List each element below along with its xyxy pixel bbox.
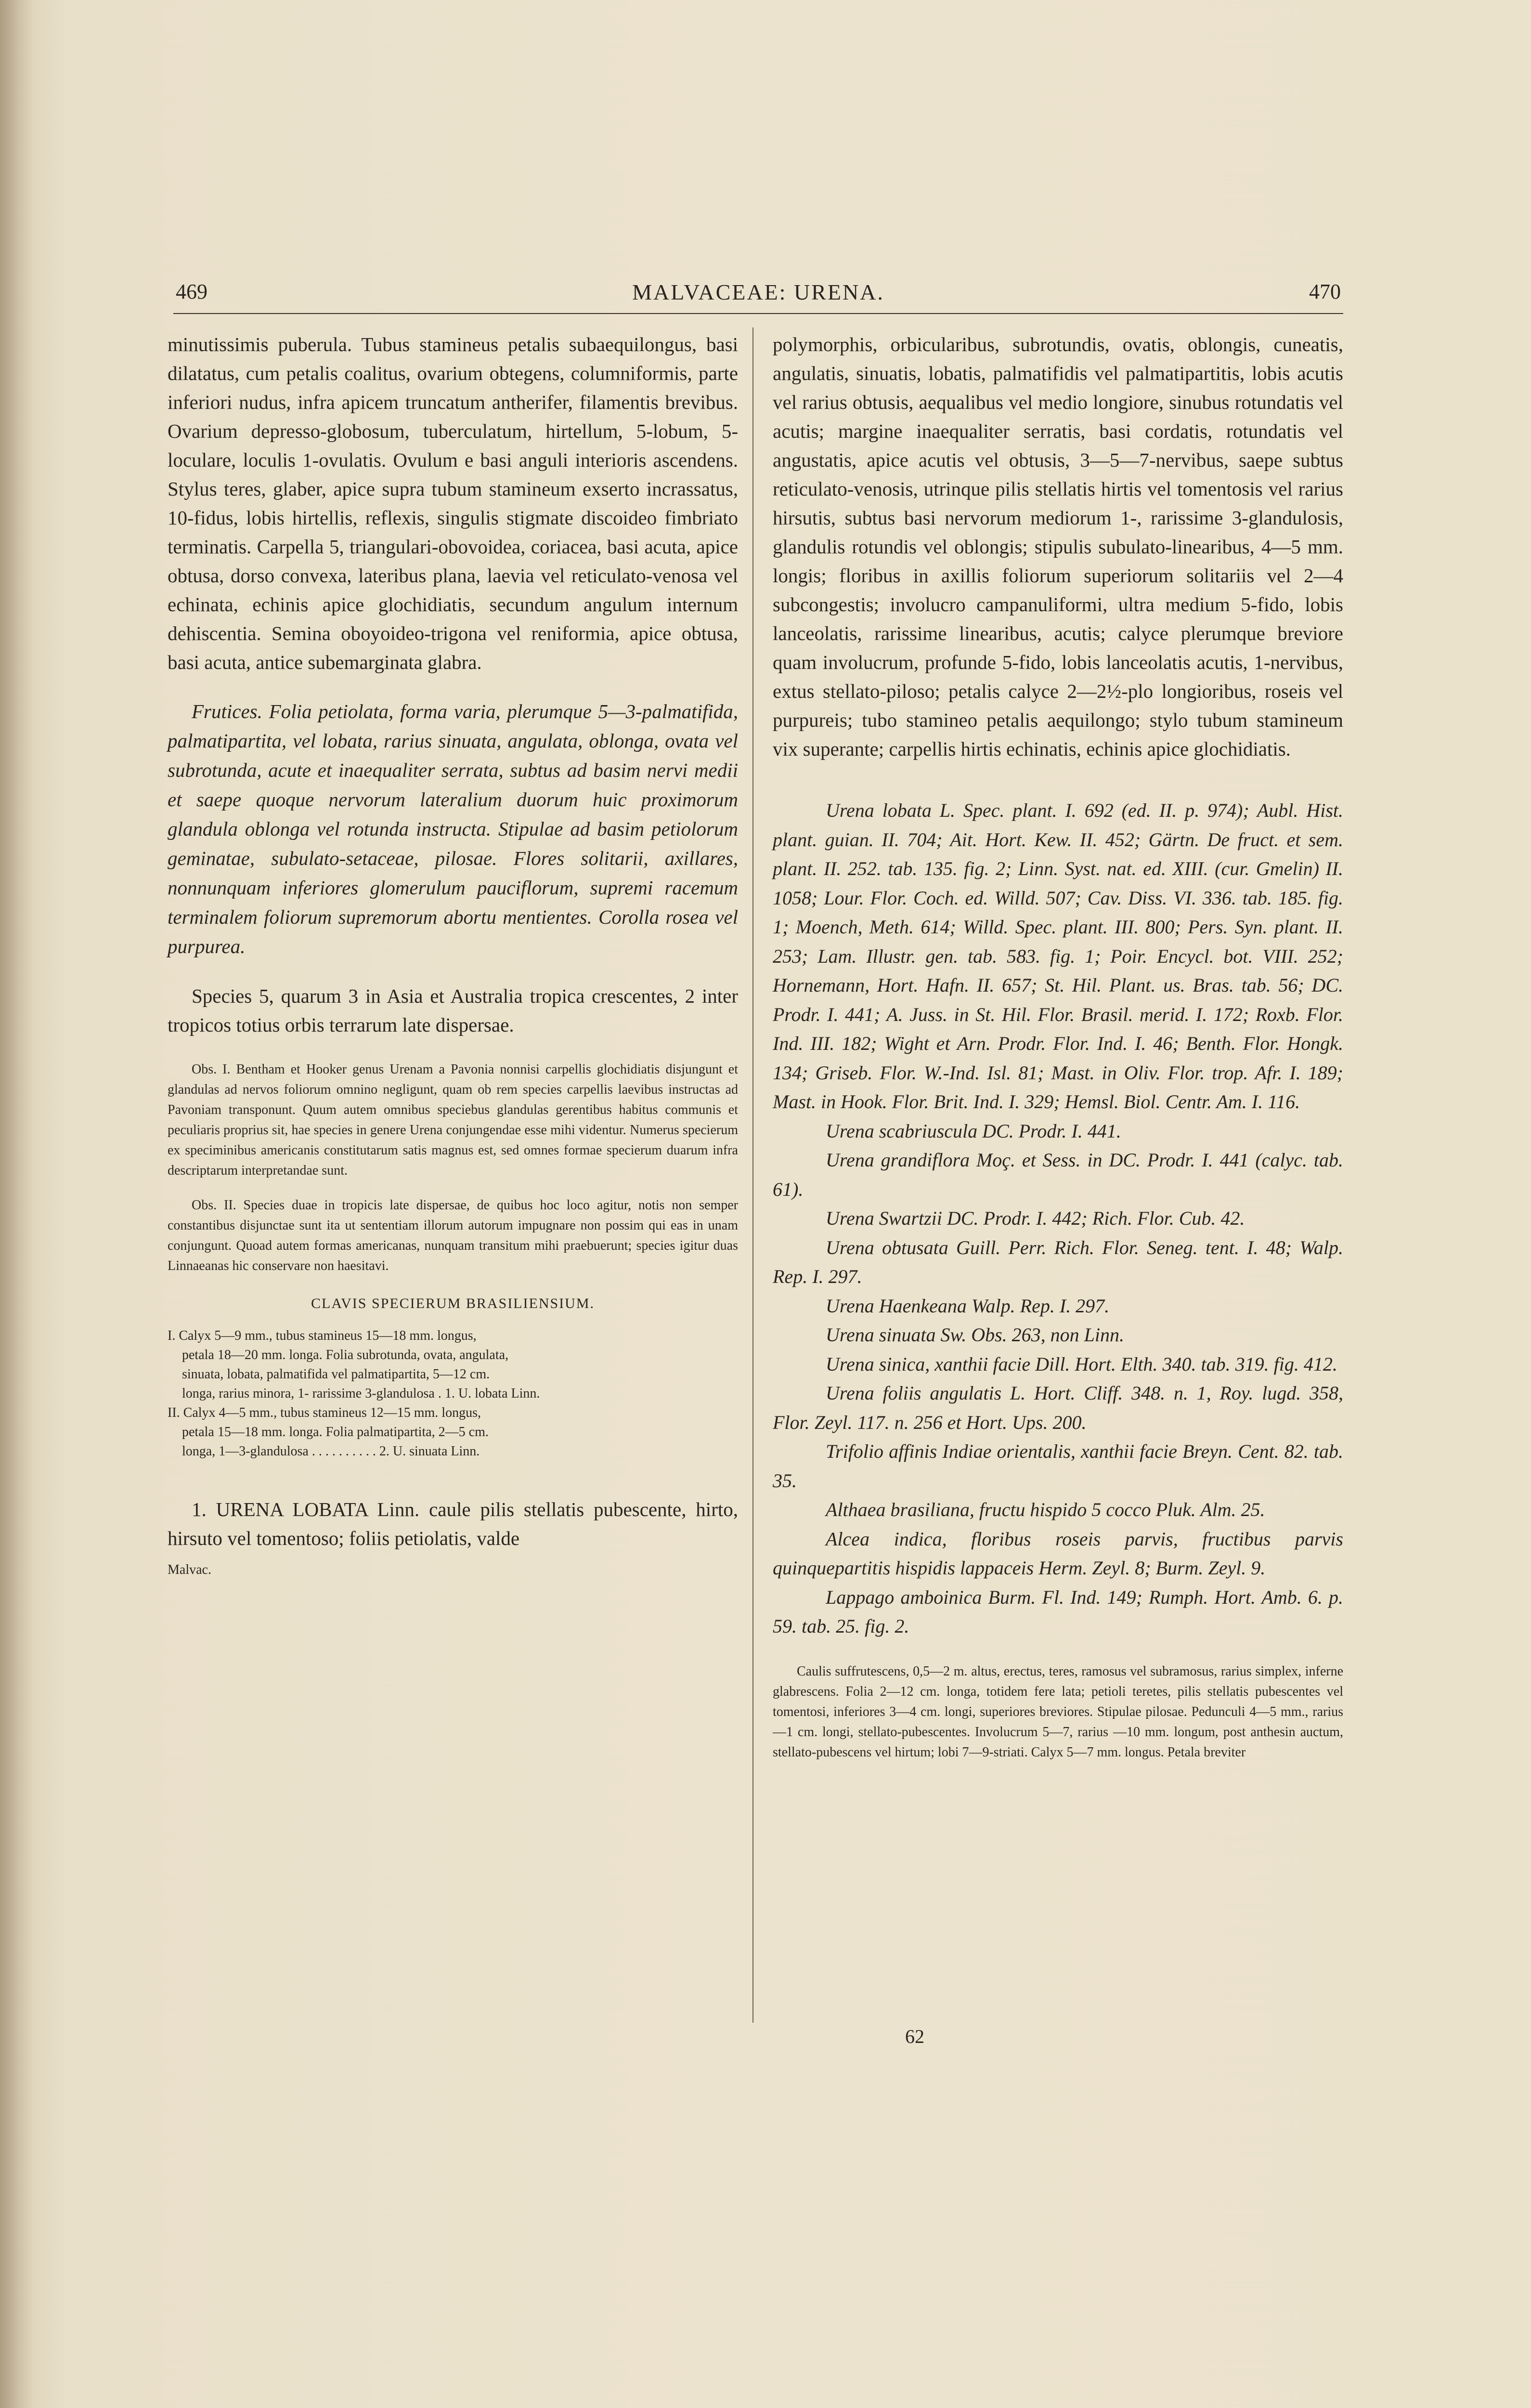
clavis-line: I. Calyx 5—9 mm., tubus stamineus 15—18 mm. longus,	[168, 1328, 477, 1343]
running-header	[176, 279, 1341, 308]
page-number-left: 469	[176, 280, 208, 303]
synonymy-list	[773, 796, 1343, 1641]
page-number-right: 470	[1309, 280, 1341, 303]
synonym-entry: Alcea indica, floribus roseis parvis, fructibus parvis quinquepartitis hispidis lappaceis Herm. Zeyl. 8; Burm. Zeyl. 9.	[773, 1528, 1343, 1579]
synonym-entry: Urena obtusata Guill. Perr. Rich. Flor. Seneg. tent. I. 48; Walp. Rep. I. 297.	[773, 1236, 1343, 1287]
synonym-entry: Trifolio affinis Indiae orientalis, xanthii facie Breyn. Cent. 82. tab. 35.	[773, 1440, 1343, 1492]
synonym-entry: Urena foliis angulatis L. Hort. Cliff. 348. n. 1, Roy. lugd. 358, Flor. Zeyl. 117. n. 256 et Hort. Ups. 200.	[773, 1382, 1343, 1433]
synonym-entry: Urena Haenkeana Walp. Rep. I. 297.	[826, 1295, 1110, 1317]
clavis-line: longa, 1—3-glandulosa . . . . . . . . . . 2. U. sinuata Linn.	[182, 1444, 480, 1459]
clavis-line: sinuata, lobata, palmatifida vel palmatipartita, 5—12 cm.	[182, 1367, 490, 1382]
clavis-line: petala 18—20 mm. longa. Folia subrotunda, ovata, angulata,	[182, 1348, 509, 1362]
binding-shadow	[0, 0, 34, 2408]
synonym-entry: Urena grandiflora Moç. et Sess. in DC. Prodr. I. 441 (calyc. tab. 61).	[773, 1149, 1343, 1200]
caulis-description: Caulis suffrutescens, 0,5—2 m. altus, erectus, teres, ramosus vel subramosus, rarius simplex, inferne glabrescens. Folia 2—12 cm. longa, totidem fere lata; petioli teretes, pilis stellatis pubescentes vel tomentosi, inferiores 3—4 cm. longi, superiores breviores. Stipulae pilosae. Pedunculi 4—5 mm., rarius —1 cm. longi, stellato-pubescentes. Involucrum 5—7, rarius —10 mm. longum, post anthesin auctum, stellato-pubescens vel hirtum; lobi 7—9-striati. Calyx 5—7 mm. longus. Petala breviter	[773, 1663, 1343, 1760]
synonym-entry: Urena lobata L. Spec. plant. I. 692 (ed. II. p. 974); Aubl. Hist. plant. guian. II. 704; Ait. Hort. Kew. II. 452; Gärtn. De fruct. et sem. plant. II. 252. tab. 135. fig. 2; Linn. Syst. nat. ed. XIII. (cur. Gmelin) II. 1058; Lour. Flor. Coch. ed. Willd. 507; Cav. Diss. VI. 336. tab. 185. fig. 1; Moench, Meth. 614; Willd. Spec. plant. III. 800; Pers. Syn. plant. II. 253; Lam. Illustr. gen. tab. 583. fig. 1; Poir. Encycl. bot. VIII. 252; Hornemann, Hort. Hafn. II. 657; St. Hil. Plant. us. Bras. tab. 56; DC. Prodr. I. 441; A. Juss. in St. Hil. Flor. Brasil. merid. I. 172; Roxb. Flor. Ind. III. 182; Wight et Arn. Prodr. Flor. Ind. I. 46; Benth. Flor. Hongk. 134; Griseb. Flor. W.-Ind. Isl. 81; Mast. in Oliv. Flor. trop. Afr. I. 189; Mast. in Hook. Flor. Brit. Ind. I. 329; Hemsl. Biol. Centr. Am. I. 116.	[773, 799, 1343, 1112]
header-rule	[173, 313, 1343, 314]
synonym-entry: Urena sinuata Sw. Obs. 263, non Linn.	[826, 1324, 1125, 1346]
clavis-line: longa, rarius minora, 1- rarissime 3-glandulosa . 1. U. lobata Linn.	[182, 1386, 540, 1401]
clavis-key	[168, 1326, 738, 1461]
signature-number: 62	[905, 2026, 924, 2047]
observation-2: Obs. II. Species duae in tropicis late dispersae, de quibus hoc loco agitur, notis non semper constantibus disjunctae sunt ita ut sententiam illorum autorum impugnare non possim qui eas in unam conjungunt. Quoad autem formas americanas, nunquam transitum mihi praebuerunt; species igitur duas Linnaeanas hic conservare non haesitavi.	[168, 1198, 738, 1273]
species-description: polymorphis, orbicularibus, subrotundis, ovatis, oblongis, cuneatis, angulatis, sinuatis, lobatis, palmatifidis vel palmatipartitis, lobis acutis vel rarius obtusis, aequalibus vel medio longiore, sinubus rotundatis vel acutis; margine inaequaliter serratis, basi cordatis, rotundatis vel angustatis, apice acutis vel obtusis, 3—5—7-nervibus, saepe subtus reticulato-venosis, utrinque pilis stellatis hirtis vel tomentosis vel rarius hirsutis, subtus basi nervorum mediorum 1-, rarissime 3-glandulosis, glandulis rotundis vel oblongis; stipulis subulato-linearibus, 4—5 mm. longis; floribus in axillis foliorum superiorum solitariis vel 2—4 subcongestis; involucro campanuliformi, ultra medium 5-fido, lobis lanceolatis, rarissime linearibus, acutis; calyce plerumque breviore quam involucrum, profunde 5-fido, lobis lanceolatis acutis, 1-nervibus, extus stellato-piloso; petalis calyce 2—2½-plo longioribus, roseis vel purpureis; tubo stamineo petalis aequilongo; stylo tubum stamineum vix superante; carpellis hirtis echinatis, echinis apice glochidiatis.	[773, 333, 1343, 760]
running-title: MALVACEAE: URENA.	[632, 280, 884, 304]
clavis-line: II. Calyx 4—5 mm., tubus stamineus 12—15 mm. longus,	[168, 1405, 481, 1420]
species-entry: 1. URENA LOBATA Linn. caule pilis stellatis pubescente, hirto, hirsuto vel tomentoso; foliis petiolatis, valde	[168, 1498, 738, 1549]
species-distribution: Species 5, quarum 3 in Asia et Australia tropica crescentes, 2 inter tropicos totius orbis terrarum late dispersae.	[168, 985, 738, 1036]
right-column	[773, 330, 1343, 1763]
synonym-entry: Althaea brasiliana, fructu hispido 5 cocco Pluk. Alm. 25.	[826, 1499, 1265, 1520]
synonym-entry: Urena sinica, xanthii facie Dill. Hort. Elth. 340. tab. 319. fig. 412.	[826, 1353, 1337, 1375]
synonym-entry: Urena Swartzii DC. Prodr. I. 442; Rich. Flor. Cub. 42.	[826, 1207, 1245, 1229]
habit-description: Frutices. Folia petiolata, forma varia, plerumque 5—3-palmatifida, palmatipartita, vel lobata, rarius sinuata, angulata, oblonga, ovata vel subrotunda, acute et inaequaliter serrata, subtus ad basim nervi medii et saepe quoque nervorum lateralium duorum huic proximorum glandula oblonga vel rotunda instructa. Stipulae ad basim petiolorum geminatae, subulato-setaceae, pilosae. Flores solitarii, axillares, nonnunquam inferiores glomerulum pauciflorum, supremi racemum terminalem foliorum supremorum abortu mentientes. Corolla rosea vel purpurea.	[168, 700, 738, 957]
synonym-entry: Urena scabriuscula DC. Prodr. I. 441.	[826, 1120, 1121, 1142]
clavis-line: petala 15—18 mm. longa. Folia palmatipartita, 2—5 cm.	[182, 1425, 489, 1440]
signature-mark: Malvac.	[168, 1562, 211, 1577]
observation-1: Obs. I. Bentham et Hooker genus Urenam a Pavonia nonnisi carpellis glochidiatis disjungunt et glandulas ad nervos foliorum omnino negligunt, quam ob rem species carpellis laevibus instructas ad Pavoniam transponunt. Quum autem omnibus speciebus glandulas gerentibus habitus communis et peculiaris proprius sit, hae species in genere Urena conjungendae esse mihi videntur. Numerus specierum ex speciminibus americanis constitutarum satis magnus est, sed omnes formae specierum duarum infra descriptarum interpretandae sunt.	[168, 1062, 738, 1178]
left-column	[168, 330, 738, 1578]
synonym-entry: Lappago amboinica Burm. Fl. Ind. 149; Rumph. Hort. Amb. 6. p. 59. tab. 25. fig. 2.	[773, 1586, 1343, 1637]
clavis-title: CLAVIS SPECIERUM BRASILIENSIUM.	[311, 1296, 595, 1311]
genus-description-continued: minutissimis puberula. Tubus stamineus petalis subaequilongus, basi dilatatus, cum petalis coalitus, ovarium obtegens, columniformis, parte inferiori nudus, infra apicem truncatum antherifer, filamentis brevibus. Ovarium depresso-globosum, tuberculatum, hirtellum, 5-lobum, 5-loculare, loculis 1-ovulatis. Ovulum e basi anguli interioris ascendens. Stylus teres, glaber, apice supra tubum stamineum exserto incrassatus, 10-fidus, lobis hirtellis, reflexis, singulis stigmate discoideo fimbriato terminatis. Carpella 5, triangulari-obovoidea, coriacea, basi acuta, apice obtusa, dorso convexa, lateribus plana, laevia vel reticulato-venosa vel echinata, echinis apice glochidiatis, secundum angulum internum dehiscentia. Semina oboyoideo-trigona vel reniformia, apice obtusa, basi acuta, antice subemarginata glabra.	[168, 333, 738, 673]
